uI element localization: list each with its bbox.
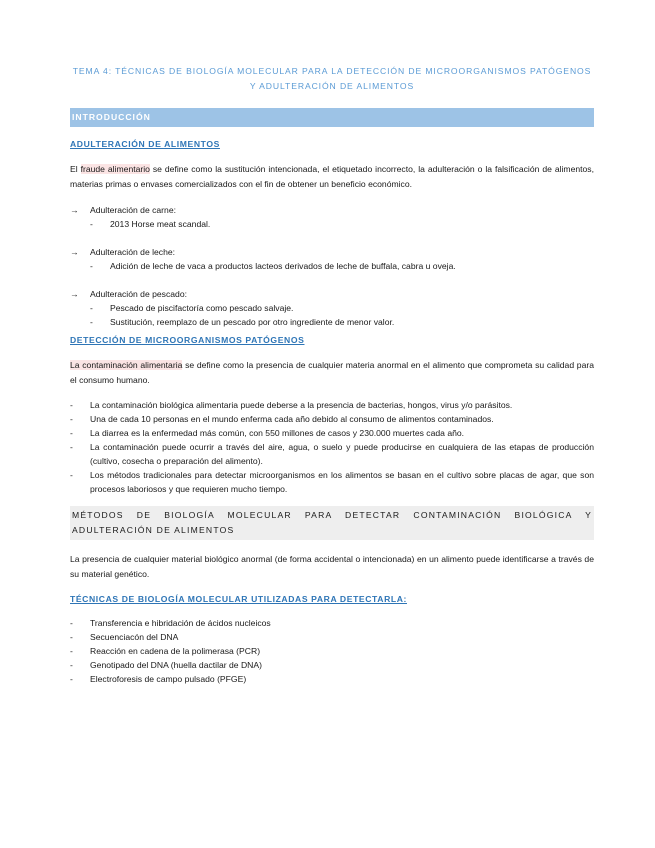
arrow-item (70, 203, 594, 217)
dash-icon: - (70, 470, 73, 480)
arrow-icon: → (70, 247, 79, 257)
highlight-contaminacion: La contaminación alimentaria (70, 360, 183, 370)
dash-icon: - (90, 303, 93, 313)
list-item-text: La contaminación puede ocurrir a través del aire, agua, o suelo y puede producirse en cualquiera de las etapas de producción (cultivo, cosecha o preparación del alimento). (90, 442, 594, 466)
section-bar-introduccion: INTRODUCCIÓN (70, 108, 594, 127)
highlight-fraude-alimentario: fraude alimentario (80, 164, 150, 174)
dash-icon: - (70, 646, 73, 656)
list-item-text: La contaminación biológica alimentaria puede deberse a la presencia de bacterias, hongos, virus y/o parásitos. (90, 400, 513, 410)
heading-deteccion: DETECCIÓN DE MICROORGANISMOS PATÓGENOS (70, 335, 305, 345)
group-label: Adulteración de carne: (90, 205, 176, 215)
list-item-text: Genotipado del DNA (huella dactilar de DNA) (90, 660, 262, 670)
heading-adulteracion: ADULTERACIÓN DE ALIMENTOS (70, 139, 220, 149)
paragraph-metodos: La presencia de cualquier material biológico anormal (de forma accidental o intencionada) en un alimento puede identificarse a través de su material genético. (70, 554, 594, 579)
arrow-item (70, 287, 594, 301)
list-item-text: 2013 Horse meat scandal. (110, 219, 211, 229)
list-item (90, 315, 594, 329)
para-after: se define como la presencia de cualquier materia anormal en el alimento que comprometa su calidad para el consumo humano. (70, 360, 594, 385)
arrow-item (70, 245, 594, 259)
document-page (70, 0, 594, 686)
dash-icon: - (70, 660, 73, 670)
list-item-text: Una de cada 10 personas en el mundo enferma cada año debido al consumo de alimentos contaminados. (90, 414, 494, 424)
list-item (70, 426, 594, 440)
dash-icon: - (70, 632, 73, 642)
list-item-text: Secuenciacón del DNA (90, 632, 179, 642)
paragraph-contaminacion (70, 358, 594, 388)
dash-icon: - (90, 261, 93, 271)
dash-icon: - (90, 317, 93, 327)
list-item-text: Electroforesis de campo pulsado (PFGE) (90, 674, 247, 684)
list-item (70, 616, 594, 630)
dash-icon: - (70, 442, 73, 452)
list-item (70, 440, 594, 468)
list-item (70, 630, 594, 644)
adulteracion-group-pescado (70, 287, 594, 329)
list-item-text: Sustitución, reemplazo de un pescado por otro ingrediente de menor valor. (110, 317, 395, 327)
list-item (70, 412, 594, 426)
list-item (70, 398, 594, 412)
dash-icon: - (70, 428, 73, 438)
heading-tecnicas: TÉCNICAS DE BIOLOGÍA MOLECULAR UTILIZADAS PARA DETECTARLA: (70, 594, 407, 604)
deteccion-bullets (70, 398, 594, 496)
arrow-icon: → (70, 205, 79, 215)
list-item (70, 468, 594, 496)
list-item-text: Los métodos tradicionales para detectar microorganismos en los alimentos se basan en el cultivo sobre placas de agar, que son procesos laboriosos y que requieren mucho tiempo. (90, 470, 594, 494)
list-item (70, 672, 594, 686)
list-item-text: La diarrea es la enfermedad más común, con 550 millones de casos y 230.000 muertes cada año. (90, 428, 465, 438)
tecnicas-bullets (70, 616, 594, 686)
para-after: se define como la sustitución intencionada, el etiquetado incorrecto, la adulteración o la falsificación de alimentos, materias primas o envases comercializados con el fin de obtener un beneficio económico. (70, 164, 594, 189)
list-item-text: Transferencia e hibridación de ácidos nucleicos (90, 618, 271, 628)
arrow-icon: → (70, 289, 79, 299)
adulteracion-group-carne (70, 203, 594, 231)
group-label: Adulteración de leche: (90, 247, 176, 257)
list-item-text: Reacción en cadena de la polimerasa (PCR) (90, 646, 261, 656)
dash-icon: - (90, 219, 93, 229)
dash-icon: - (70, 674, 73, 684)
list-item-text: Adición de leche de vaca a productos lacteos derivados de leche de buffala, cabra u oveja. (110, 261, 456, 271)
list-item (90, 259, 594, 273)
dash-icon: - (70, 400, 73, 410)
list-item (70, 644, 594, 658)
dash-icon: - (70, 414, 73, 424)
section-bar-metodos: MÉTODOS DE BIOLOGÍA MOLECULAR PARA DETECTAR CONTAMINACIÓN BIOLÓGICA Y ADULTERACIÓN DE ALIMENTOS (70, 506, 594, 540)
adulteracion-group-leche (70, 245, 594, 273)
para-before: El (70, 164, 81, 174)
list-item (70, 658, 594, 672)
document-title: TEMA 4: TÉCNICAS DE BIOLOGÍA MOLECULAR PARA LA DETECCIÓN DE MICROORGANISMOS PATÓGENOS Y ADULTERACIÓN DE ALIMENTOS (72, 66, 592, 91)
list-item-text: Pescado de piscifactoría como pescado salvaje. (110, 303, 294, 313)
list-item (90, 301, 594, 315)
group-label: Adulteración de pescado: (90, 289, 187, 299)
dash-icon: - (70, 618, 73, 628)
list-item (90, 217, 594, 231)
paragraph-fraude (70, 162, 594, 192)
